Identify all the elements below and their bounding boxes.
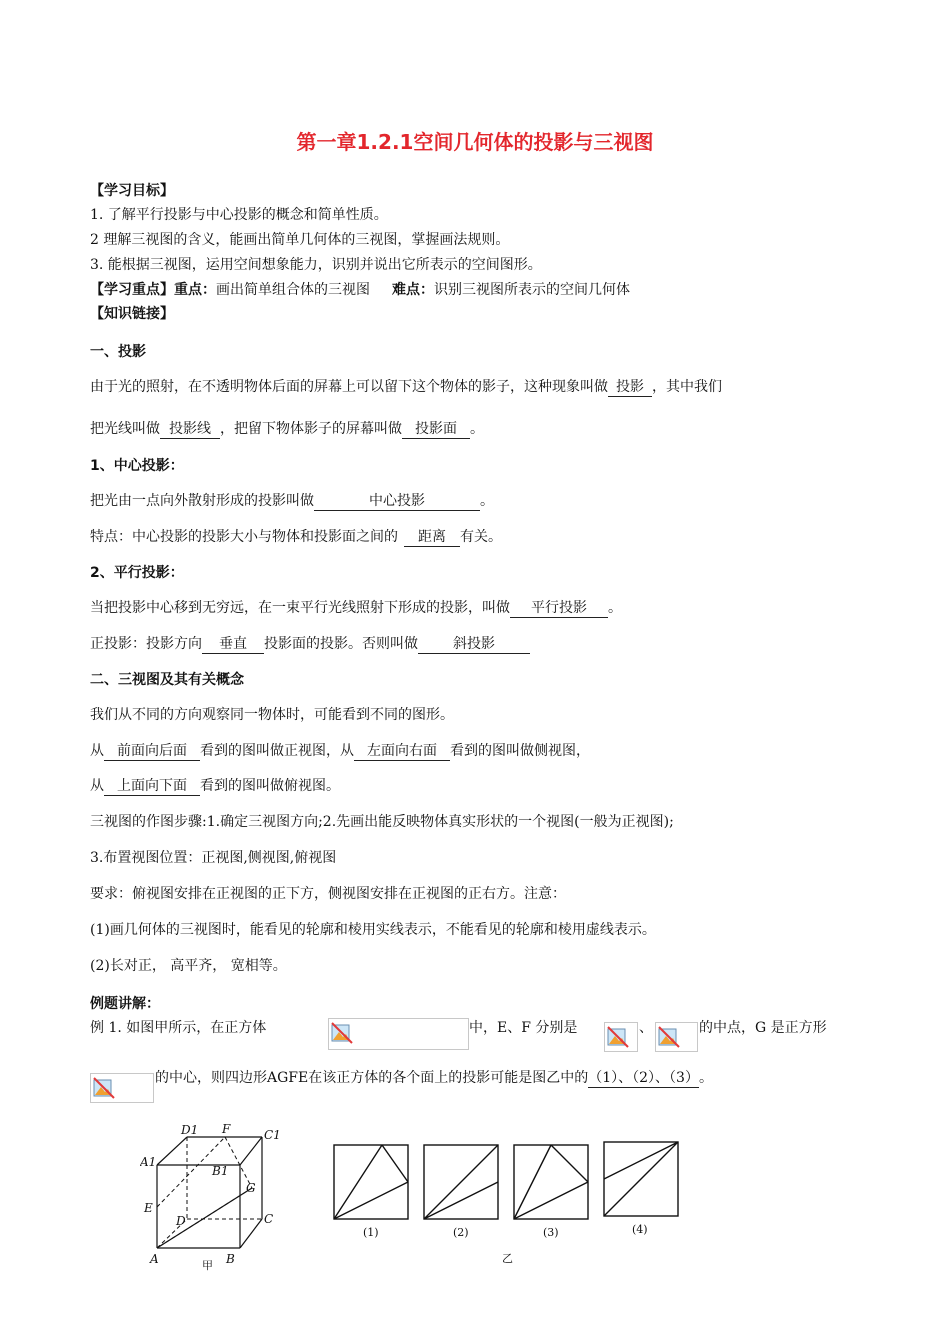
key-label: 重点：	[174, 282, 216, 298]
text: 看到的图叫做侧视图，	[450, 743, 590, 759]
text: 把光由一点向外散射形成的投影叫做	[90, 493, 314, 509]
page-title: 第一章1.2.1空间几何体的投影与三视图	[296, 130, 654, 154]
figure-jia-label: B1	[212, 1164, 229, 1178]
figure-jia-label: D	[176, 1214, 186, 1228]
figure-yi-label: (1)	[363, 1226, 379, 1239]
blank-front-to-back: 前面向后面	[104, 742, 200, 761]
text: ，其中我们	[652, 379, 722, 395]
figure-jia-label: A1	[140, 1155, 157, 1169]
three-views-line-3	[90, 776, 340, 796]
text: 看到的图叫做正视图，从	[200, 743, 354, 759]
figure-jia-label: G	[246, 1181, 256, 1195]
figure-yi-caption: 乙	[502, 1252, 513, 1265]
three-views-line-1: 我们从不同的方向观察同一物体时，可能看到不同的图形。	[90, 707, 454, 723]
three-views-line-8: (2)长对正， 高平齐， 宽相等。	[90, 958, 287, 974]
broken-image-icon	[604, 1022, 638, 1052]
text: 有关。	[460, 529, 502, 545]
text: 特点：中心投影的投影大小与物体和投影面之间的	[90, 529, 398, 545]
hard-label: 难点：	[392, 282, 434, 298]
figure-jia-caption: 甲	[202, 1259, 213, 1272]
broken-image-icon	[655, 1022, 698, 1052]
text: 投影面的投影。否则叫做	[264, 636, 418, 652]
focus-heading: 【学习重点】	[90, 282, 174, 298]
projection-line-2	[90, 419, 484, 439]
hard-text: 识别三视图所表示的空间几何体	[434, 282, 630, 298]
parallel-line-1	[90, 598, 622, 618]
figure-yi-label: (3)	[543, 1226, 559, 1239]
text: 从	[90, 743, 104, 759]
text: 的中心，则四边形AGFE在该正方体的各个面上的投影可能是图乙中的	[155, 1070, 589, 1086]
goal-item-3: 3. 能根据三视图，运用空间想象能力，识别并说出它所表示的空间图形。	[90, 257, 542, 273]
text: 正投影：投影方向	[90, 636, 202, 652]
example-line-1b: 中，E、F 分别是	[469, 1020, 578, 1036]
figure-yi-label: (2)	[453, 1226, 469, 1239]
central-line-2	[90, 527, 502, 547]
three-views-line-6: 要求：俯视图安排在正视图的正下方，侧视图安排在正视图的正右方。注意：	[90, 886, 566, 902]
figure-jia-label: C	[264, 1212, 274, 1226]
three-views-line-2	[90, 741, 590, 761]
text: 从	[90, 778, 104, 794]
central-line-1	[90, 491, 494, 511]
blank-top-to-bottom: 上面向下面	[104, 777, 200, 796]
blank-left-to-right: 左面向右面	[354, 742, 450, 761]
figure-yi-label: (4)	[632, 1223, 648, 1236]
broken-image-icon	[328, 1018, 469, 1050]
figure-jia-label: C1	[264, 1128, 281, 1142]
figure-jia-label: E	[144, 1201, 153, 1215]
blank-perpendicular: 垂直	[202, 635, 264, 654]
figure-jia-label: F	[222, 1122, 231, 1136]
example-line-1a: 例 1. 如图甲所示，在正方体	[90, 1020, 267, 1036]
text: 。	[470, 421, 484, 437]
figure-jia-label: D1	[181, 1123, 199, 1137]
figure-jia-cube	[140, 1122, 285, 1272]
broken-image-icon	[90, 1073, 154, 1103]
key-text: 画出简单组合体的三视图	[216, 282, 370, 298]
three-views-line-5: 3.布置视图位置：正视图,侧视图,俯视图	[90, 850, 337, 866]
blank-projection: 投影	[608, 378, 652, 397]
text: 当把投影中心移到无穷远，在一束平行光线照射下形成的投影，叫做	[90, 600, 510, 616]
figure-jia-label: A	[150, 1252, 159, 1266]
text: ，把留下物体影子的屏幕叫做	[220, 421, 402, 437]
example-line-1d: 的中点，G 是正方形	[699, 1020, 827, 1036]
parallel-heading: 2、平行投影：	[90, 565, 184, 581]
three-views-heading: 二、三视图及其有关概念	[90, 672, 244, 688]
text: 由于光的照射，在不透明物体后面的屏幕上可以留下这个物体的影子，这种现象叫做	[90, 379, 608, 395]
figure-yi-projections	[320, 1120, 700, 1270]
blank-distance: 距离	[404, 528, 460, 547]
text: 。	[480, 493, 494, 509]
links-heading: 【知识链接】	[90, 306, 174, 322]
projection-heading: 一、投影	[90, 344, 146, 360]
blank-parallel-projection: 平行投影	[510, 599, 608, 618]
blank-projection-plane: 投影面	[402, 420, 470, 439]
answer-blank: （1）、（2）、（3）	[588, 1070, 699, 1086]
goal-item-1: 1. 了解平行投影与中心投影的概念和简单性质。	[90, 207, 388, 223]
three-views-line-7: (1)画几何体的三视图时，能看见的轮廓和棱用实线表示，不能看见的轮廓和棱用虚线表示。	[90, 922, 656, 938]
example-heading: 例题讲解：	[90, 996, 160, 1012]
text: 把光线叫做	[90, 421, 160, 437]
projection-line-1	[90, 377, 722, 397]
goals-heading: 【学习目标】	[90, 183, 174, 199]
figure-jia-label: B	[226, 1252, 235, 1266]
goal-item-2: 2 理解三视图的含义，能画出简单几何体的三视图，掌握画法规则。	[90, 232, 510, 248]
text: 。	[608, 600, 622, 616]
three-views-line-4: 三视图的作图步骤:1.确定三视图方向;2.先画出能反映物体真实形状的一个视图(一般为正视图);	[90, 814, 674, 830]
text: 看到的图叫做俯视图。	[200, 778, 340, 794]
central-heading: 1、中心投影：	[90, 458, 184, 474]
blank-central-projection: 中心投影	[314, 492, 480, 511]
example-line-1c: 、	[639, 1020, 653, 1036]
blank-oblique-projection: 斜投影	[418, 635, 530, 654]
parallel-line-2	[90, 634, 530, 654]
example-line-2	[155, 1068, 713, 1088]
text: 。	[698, 1070, 713, 1086]
focus-line	[90, 280, 630, 300]
blank-projection-line: 投影线	[160, 420, 220, 439]
